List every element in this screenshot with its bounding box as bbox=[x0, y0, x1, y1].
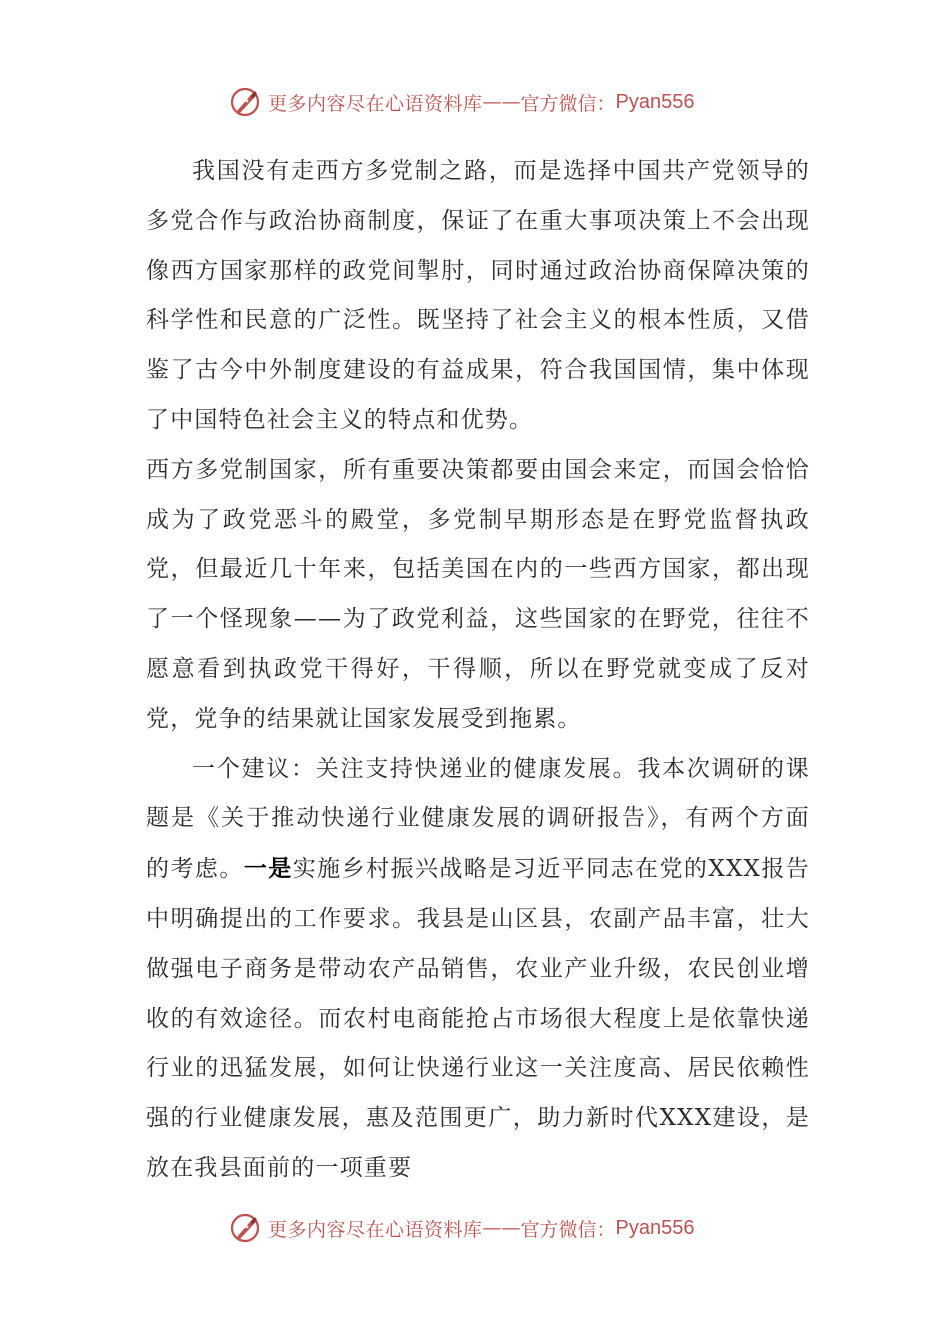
site-name-text: 更多内容尽在心语资料库 bbox=[268, 92, 483, 115]
wechat-label: 官方微信： bbox=[520, 1218, 616, 1241]
paragraph bbox=[146, 745, 810, 1194]
paragraph: 我国没有走西方多党制之路，而是选择中国共产党领导的多党合作与政治协商制度，保证了在重大事项决策上不会出现像西方国家那样的政党间掣肘，同时通过政治协商保障决策的科学性和民意的广泛性。既坚持了社会主义的根本性质，又借鉴了古今中外制度建设的有益成果，符合我国国情，集中体现了中国特色社会主义的特点和优势。 bbox=[146, 158, 810, 433]
banner-dash: —— bbox=[482, 1217, 521, 1239]
site-name-text: 更多内容尽在心语资料库 bbox=[268, 1218, 483, 1241]
wechat-label: 官方微信： bbox=[520, 92, 616, 115]
paragraph-lead-text: 一个建议：关注支持快递业的健康发展。我本次调研的课题是《关于推动快递行业健康发展的调研报告》，有两个方面的考虑。 bbox=[146, 755, 810, 883]
paragraph: 西方多党制国家，所有重要决策都要由国会来定，而国会恰恰成为了政党恶斗的殿堂，多党制早期形态是在野党监督执政党，但最近几十年来，包括美国在内的一些西方国家，都出现了一个怪现象——为了政党利益，这些国家的在野党，往往不愿意看到执政党干得好，干得顺，所以在野党就变成了反对党，党争的结果就让国家发展受到拖累。 bbox=[146, 456, 810, 732]
pen-nib-logo-icon bbox=[228, 85, 262, 119]
emphasis-text: 一是 bbox=[243, 855, 293, 883]
wechat-handle: Pyan556 bbox=[615, 90, 695, 113]
header-banner bbox=[228, 82, 695, 122]
document-body bbox=[146, 147, 810, 1194]
footer-banner bbox=[228, 1208, 695, 1248]
banner-dash: —— bbox=[482, 91, 521, 113]
paragraph-body-text: 实施乡村振兴战略是习近平同志在党的XXX报告中明确提出的工作要求。我县是山区县，农副产品丰富，壮大做强电子商务是带动农产品销售，农业产业升级，农民创业增收的有效途径。而农村电商能抢占市场很大程度上是依靠快递行业的迅猛发展，如何让快递行业这一关注度高、居民依赖性强的行业健康发展，惠及范围更广，助力新时代XXX建设，是放在我县面前的一项重要 bbox=[146, 856, 810, 1181]
wechat-handle: Pyan556 bbox=[615, 1216, 695, 1239]
pen-nib-logo-icon bbox=[228, 1211, 262, 1245]
